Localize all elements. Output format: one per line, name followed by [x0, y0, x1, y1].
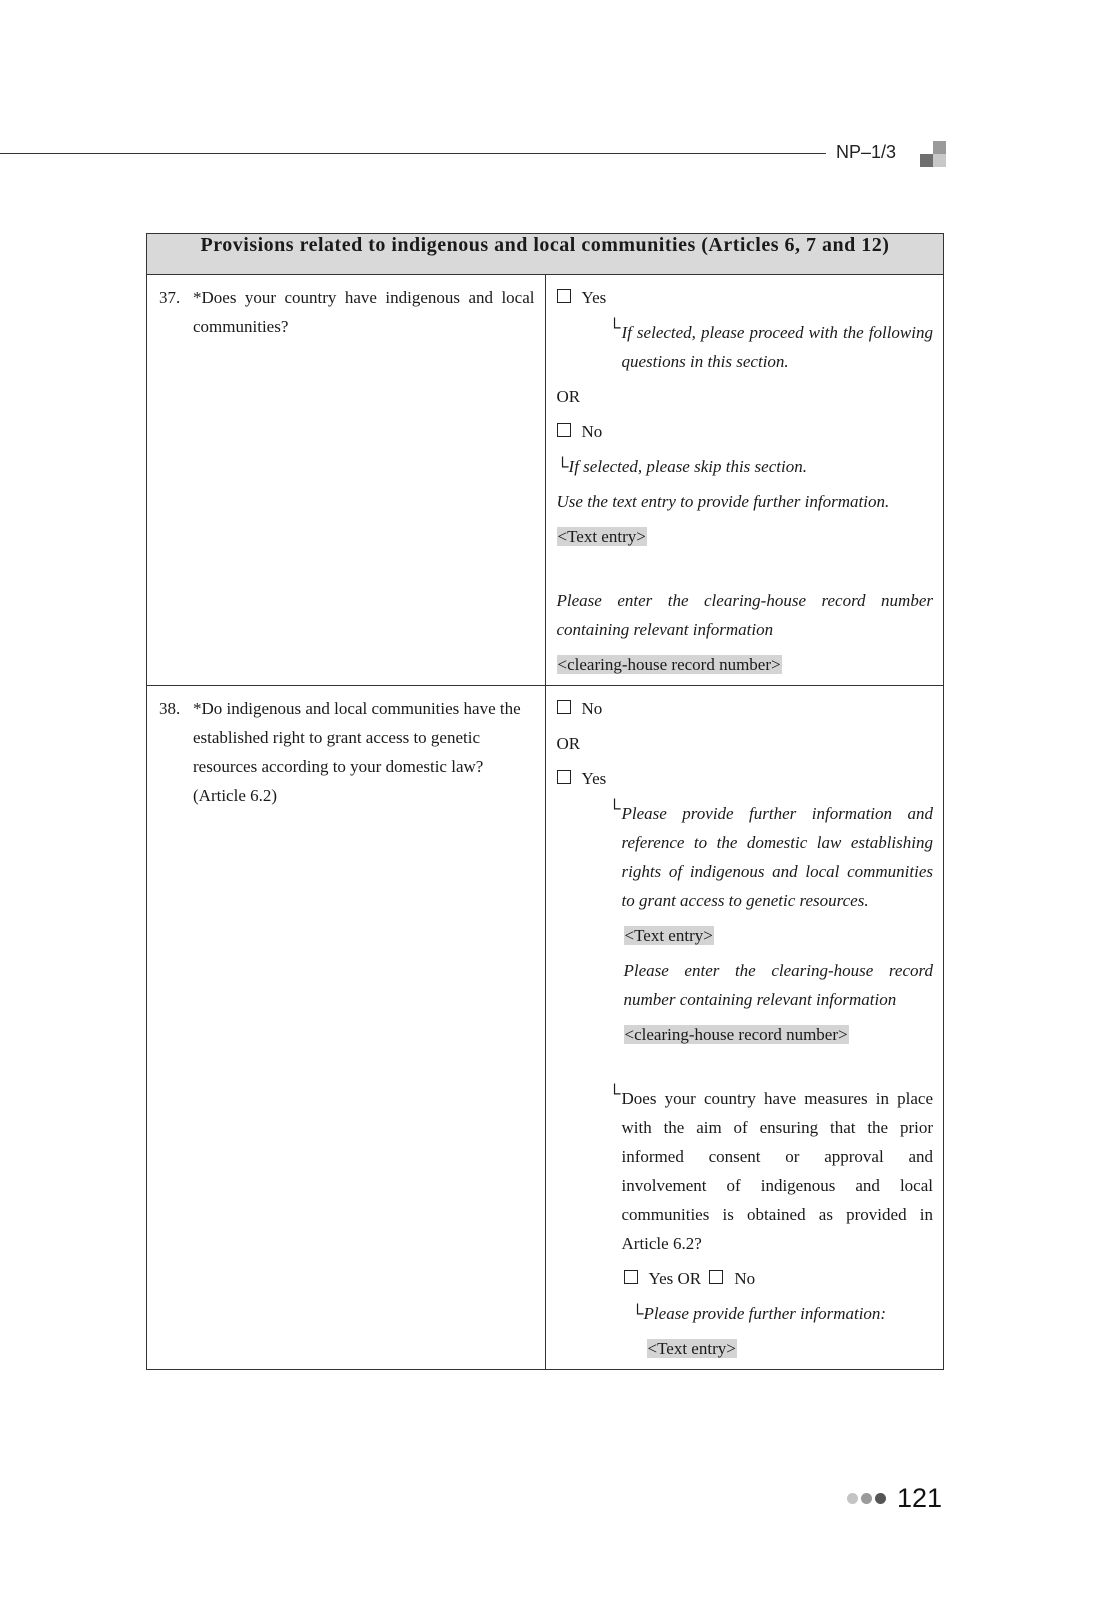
answer-cell: [545, 275, 944, 686]
header-square-mark: [920, 141, 946, 167]
text-entry-field[interactable]: <Text entry>: [557, 527, 646, 546]
no-option[interactable]: No: [557, 417, 934, 446]
checkbox[interactable]: [709, 1270, 723, 1284]
dot-icon: [875, 1493, 886, 1504]
page-number: 121: [896, 1483, 942, 1513]
branch-arrow-icon: └: [608, 1084, 621, 1103]
branch-arrow-icon: └: [631, 1304, 644, 1323]
sub-options: [557, 1264, 934, 1293]
question-number: 37.: [159, 288, 181, 307]
header-rule: [0, 153, 826, 154]
or-label: OR: [556, 387, 581, 406]
checkbox[interactable]: [557, 423, 571, 437]
checkbox[interactable]: [557, 770, 571, 784]
record-number-field[interactable]: <clearing-house record number>: [557, 655, 781, 674]
record-prompt: Please enter the clearing-house record number containing relevant information: [623, 961, 933, 1009]
question-text: *Do indigenous and local communities have the established right to grant access to genetic resources according to your domestic law? (Article 6.2): [193, 699, 521, 805]
yes-option[interactable]: Yes: [557, 283, 934, 312]
no-option[interactable]: No: [557, 694, 934, 723]
question-text: *Does your country have indigenous and local communities?: [193, 288, 535, 336]
section-title: Provisions related to indigenous and local communities (Articles 6, 7 and 12): [147, 234, 944, 275]
question-row-37: [147, 275, 944, 686]
question-cell: [147, 275, 546, 686]
form-table: [146, 233, 944, 1370]
sub-or-label: OR: [677, 1269, 702, 1288]
sub-no-label: No: [734, 1269, 756, 1288]
text-prompt: Use the text entry to provide further information.: [556, 492, 890, 511]
yes-option[interactable]: Yes: [557, 764, 934, 793]
sub-yes-label: Yes: [648, 1269, 674, 1288]
sub-text-entry-field[interactable]: <Text entry>: [647, 1339, 736, 1358]
branch-arrow-icon: └: [608, 318, 621, 337]
dot-icon: [847, 1493, 858, 1504]
branch-arrow-icon: └: [608, 799, 621, 818]
checkbox[interactable]: [557, 700, 571, 714]
question-number: 38.: [159, 699, 181, 718]
record-prompt: Please enter the clearing-house record number containing relevant information: [556, 591, 933, 639]
text-entry-field[interactable]: <Text entry>: [624, 926, 713, 945]
document-code: NP–1/3: [836, 142, 897, 162]
sub-question: └ Does your country have measures in place with the aim of ensuring that the prior informed consent or approval and involvement of indigenous and local communities is obtained as provided in Article 6.2?: [557, 1084, 934, 1258]
question-cell: [147, 686, 546, 1370]
answer-cell: [545, 686, 944, 1370]
yes-note: └ Please provide further information and reference to the domestic law establishing rights of indigenous and local communities to grant access to genetic resources.: [557, 799, 934, 915]
yes-note: └ If selected, please proceed with the following questions in this section.: [557, 318, 934, 376]
record-number-field[interactable]: <clearing-house record number>: [624, 1025, 848, 1044]
or-label: OR: [556, 734, 581, 753]
sub-note: └Please provide further information:: [631, 1304, 887, 1323]
dot-icon: [861, 1493, 872, 1504]
no-note: └If selected, please skip this section.: [556, 457, 807, 476]
checkbox[interactable]: [557, 289, 571, 303]
branch-arrow-icon: └: [556, 457, 569, 476]
question-row-38: [147, 686, 944, 1370]
page-footer: [847, 1483, 942, 1514]
checkbox[interactable]: [624, 1270, 638, 1284]
